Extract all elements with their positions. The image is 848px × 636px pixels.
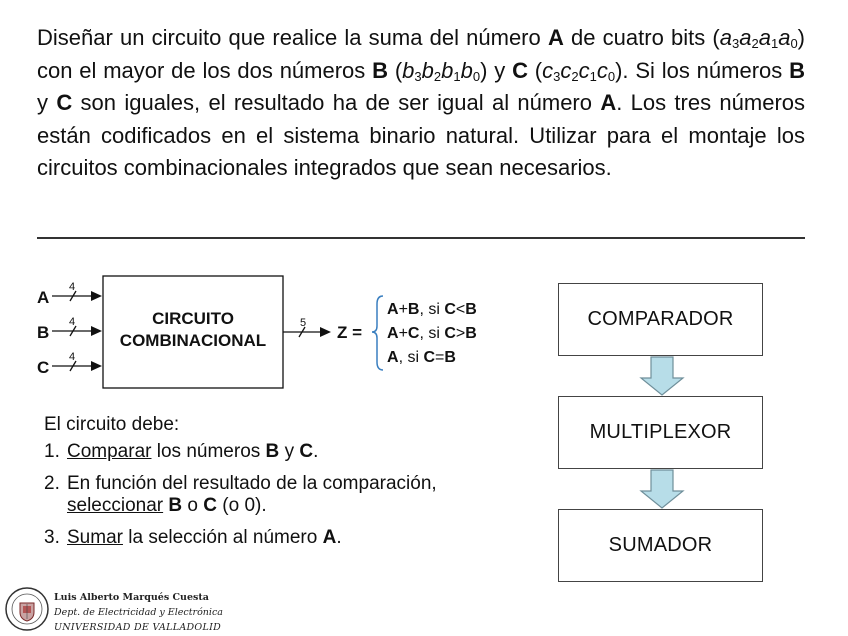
step-text: (o 0).	[222, 495, 267, 516]
bus-width-a: 4	[69, 281, 76, 293]
step-verb: Comparar	[67, 441, 152, 462]
step-text: En función del resultado de la comparación,	[67, 473, 437, 494]
intro-text-7: son iguales, el resultado ha de ser igual al número	[80, 90, 592, 115]
block-title-line-1: CIRCUITO	[152, 309, 234, 328]
step-var-c: C	[299, 441, 314, 462]
block-title-line-2: COMBINACIONAL	[119, 331, 267, 350]
intro-number-a: A	[547, 25, 564, 50]
input-arrowhead-b	[91, 326, 102, 336]
step-text: .	[336, 527, 342, 548]
section-divider	[37, 237, 805, 239]
step-var-c: C	[203, 495, 217, 516]
footer-author: Luis Alberto Marqués Cuesta	[54, 592, 209, 603]
step-text: y	[284, 441, 295, 462]
footer-credits	[54, 590, 254, 635]
intro-number-c: C	[512, 57, 528, 83]
intro-text-4: y	[494, 57, 506, 83]
intro-number-b: B	[372, 57, 389, 83]
input-label-b: B	[37, 323, 50, 342]
input-label-a: A	[37, 288, 50, 307]
step-text: .	[313, 441, 319, 462]
output-bus-width: 5	[300, 317, 307, 329]
step-number: 2.	[44, 473, 60, 494]
university-seal-icon	[4, 586, 50, 632]
output-label-z: Z =	[337, 323, 363, 342]
comparator-box: COMPARADOR	[558, 283, 763, 356]
step-text: los números	[156, 441, 261, 462]
steps-list	[44, 414, 514, 559]
down-arrow-icon	[639, 469, 685, 509]
step-text: la selección al número	[128, 527, 318, 548]
down-arrow-icon	[639, 356, 685, 396]
intro-text-2: de cuatro bits	[571, 25, 706, 50]
bit-c0: $c_0$	[596, 57, 616, 84]
bit-b2: $b_2$	[421, 57, 442, 84]
input-label-c: C	[37, 358, 50, 377]
step-3	[44, 527, 514, 549]
bit-a1: $a_1$	[758, 25, 779, 51]
bus-width-b: 4	[69, 316, 76, 328]
steps-lead: El circuito debe:	[44, 414, 180, 435]
case-2: A+C, si C>B	[387, 325, 477, 342]
step-2	[44, 473, 514, 517]
cases-brace	[372, 296, 383, 370]
step-verb: Sumar	[67, 527, 123, 548]
case-3: A, si C=B	[387, 349, 456, 366]
intro-text-5: . Si los números	[622, 57, 783, 83]
bus-width-c: 4	[69, 351, 76, 363]
intro-text-3: con el mayor de los dos números	[37, 57, 366, 83]
bit-b3: $b_3$	[402, 57, 422, 84]
intro-number-c-2: C	[56, 90, 73, 115]
footer-university: UNIVERSIDAD DE VALLADOLID	[54, 622, 222, 633]
step-var-b: B	[265, 441, 280, 462]
step-var-a: A	[322, 527, 337, 548]
bit-c1: $c_1$	[578, 57, 597, 84]
bit-a0: $a_0$	[778, 25, 798, 51]
output-arrowhead	[320, 327, 331, 337]
bit-a2: $a_2$	[739, 25, 759, 51]
adder-box: SUMADOR	[558, 509, 763, 582]
footer-department: Dept. de Electricidad y Electrónica	[54, 607, 223, 618]
case-1: A+B, si C<B	[387, 301, 477, 318]
bit-c2: $c_2$	[560, 57, 579, 84]
intro-text-8: . Los tres números están codificados en el sistema binario natural. Utilizar para el montaje los circuitos combinacionales integrados que sean necesarios.	[37, 90, 806, 180]
step-verb: seleccionar	[67, 495, 164, 516]
step-text: o	[187, 495, 198, 516]
intro-number-b-2: B	[789, 57, 805, 83]
block-diagram	[0, 262, 530, 397]
intro-text-1: Diseñar un circuito que realice la suma del número	[37, 25, 541, 50]
input-arrowhead-a	[91, 291, 102, 301]
multiplexer-box: MULTIPLEXOR	[558, 396, 763, 469]
bit-b1: $b_1$	[441, 57, 461, 84]
bit-b0: $b_0$	[460, 57, 481, 84]
step-number: 3.	[44, 527, 60, 548]
step-number: 1.	[44, 441, 60, 462]
intro-text-6: y	[37, 90, 48, 115]
bit-a3: $a_3$	[719, 25, 740, 51]
input-arrowhead-c	[91, 361, 102, 371]
problem-statement: Diseñar un circuito que realice la suma del número A de cuatro bits $(a_3a_2a_1a_0)$ con el mayor de los dos números B $(b_3b_2b_1b_0)$ y C $(c_3c_2c_1c_0)$. Si los números B y C son iguales, el resultado ha de ser igual al número A. Los tres números están codificados en el sistema binario natural. Utilizar para el montaje los circuitos combinacionales integrados que sean necesarios.	[37, 25, 806, 180]
intro-number-a-2: A	[600, 90, 617, 115]
bit-c3: $c_3$	[542, 57, 561, 84]
step-var-b: B	[168, 495, 183, 516]
step-1	[44, 441, 514, 463]
